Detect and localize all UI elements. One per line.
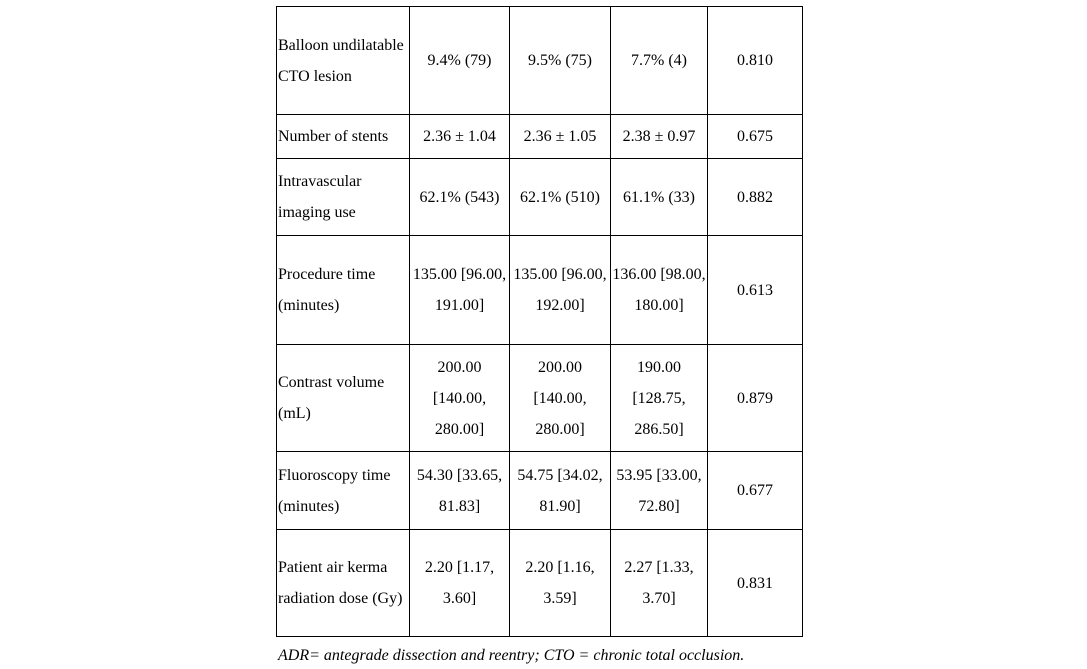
cell-overall: 2.20 [1.17, 3.60] — [410, 530, 510, 637]
cell-group-2: 136.00 [98.00, 180.00] — [611, 236, 708, 345]
table-footnote: ADR= antegrade dissection and reentry; CTO = chronic total occlusion. — [278, 647, 745, 664]
cell-group-1: 62.1% (510) — [510, 159, 611, 236]
table-row — [277, 236, 803, 345]
cell-group-1: 135.00 [96.00, 192.00] — [510, 236, 611, 345]
cell-p-value: 0.675 — [708, 115, 803, 159]
cell-overall: 135.00 [96.00, 191.00] — [410, 236, 510, 345]
row-label: Intravascular imaging use — [277, 159, 410, 236]
cell-overall: 2.36 ± 1.04 — [410, 115, 510, 159]
cell-group-1: 2.36 ± 1.05 — [510, 115, 611, 159]
cell-group-2: 7.7% (4) — [611, 7, 708, 115]
cell-group-1: 9.5% (75) — [510, 7, 611, 115]
cell-overall: 200.00 [140.00, 280.00] — [410, 345, 510, 452]
cell-group-2: 2.38 ± 0.97 — [611, 115, 708, 159]
cell-p-value: 0.810 — [708, 7, 803, 115]
cell-group-2: 2.27 [1.33, 3.70] — [611, 530, 708, 637]
cell-group-2: 53.95 [33.00, 72.80] — [611, 452, 708, 530]
cell-group-2: 61.1% (33) — [611, 159, 708, 236]
results-table — [276, 6, 803, 637]
cell-overall: 54.30 [33.65, 81.83] — [410, 452, 510, 530]
row-label: Fluoroscopy time (minutes) — [277, 452, 410, 530]
table-row — [277, 530, 803, 637]
cell-p-value: 0.613 — [708, 236, 803, 345]
cell-group-1: 2.20 [1.16, 3.59] — [510, 530, 611, 637]
row-label: Procedure time (minutes) — [277, 236, 410, 345]
cell-group-2: 190.00 [128.75, 286.50] — [611, 345, 708, 452]
row-label: Patient air kerma radiation dose (Gy) — [277, 530, 410, 637]
table-row — [277, 159, 803, 236]
table-row — [277, 345, 803, 452]
table-row — [277, 115, 803, 159]
row-label: Number of stents — [277, 115, 410, 159]
table-row — [277, 7, 803, 115]
cell-group-1: 200.00 [140.00, 280.00] — [510, 345, 611, 452]
cell-group-1: 54.75 [34.02, 81.90] — [510, 452, 611, 530]
row-label: Contrast volume (mL) — [277, 345, 410, 452]
cell-p-value: 0.882 — [708, 159, 803, 236]
cell-p-value: 0.831 — [708, 530, 803, 637]
row-label: Balloon undilatable CTO lesion — [277, 7, 410, 115]
cell-overall: 62.1% (543) — [410, 159, 510, 236]
table-row — [277, 452, 803, 530]
cell-p-value: 0.879 — [708, 345, 803, 452]
cell-overall: 9.4% (79) — [410, 7, 510, 115]
cell-p-value: 0.677 — [708, 452, 803, 530]
